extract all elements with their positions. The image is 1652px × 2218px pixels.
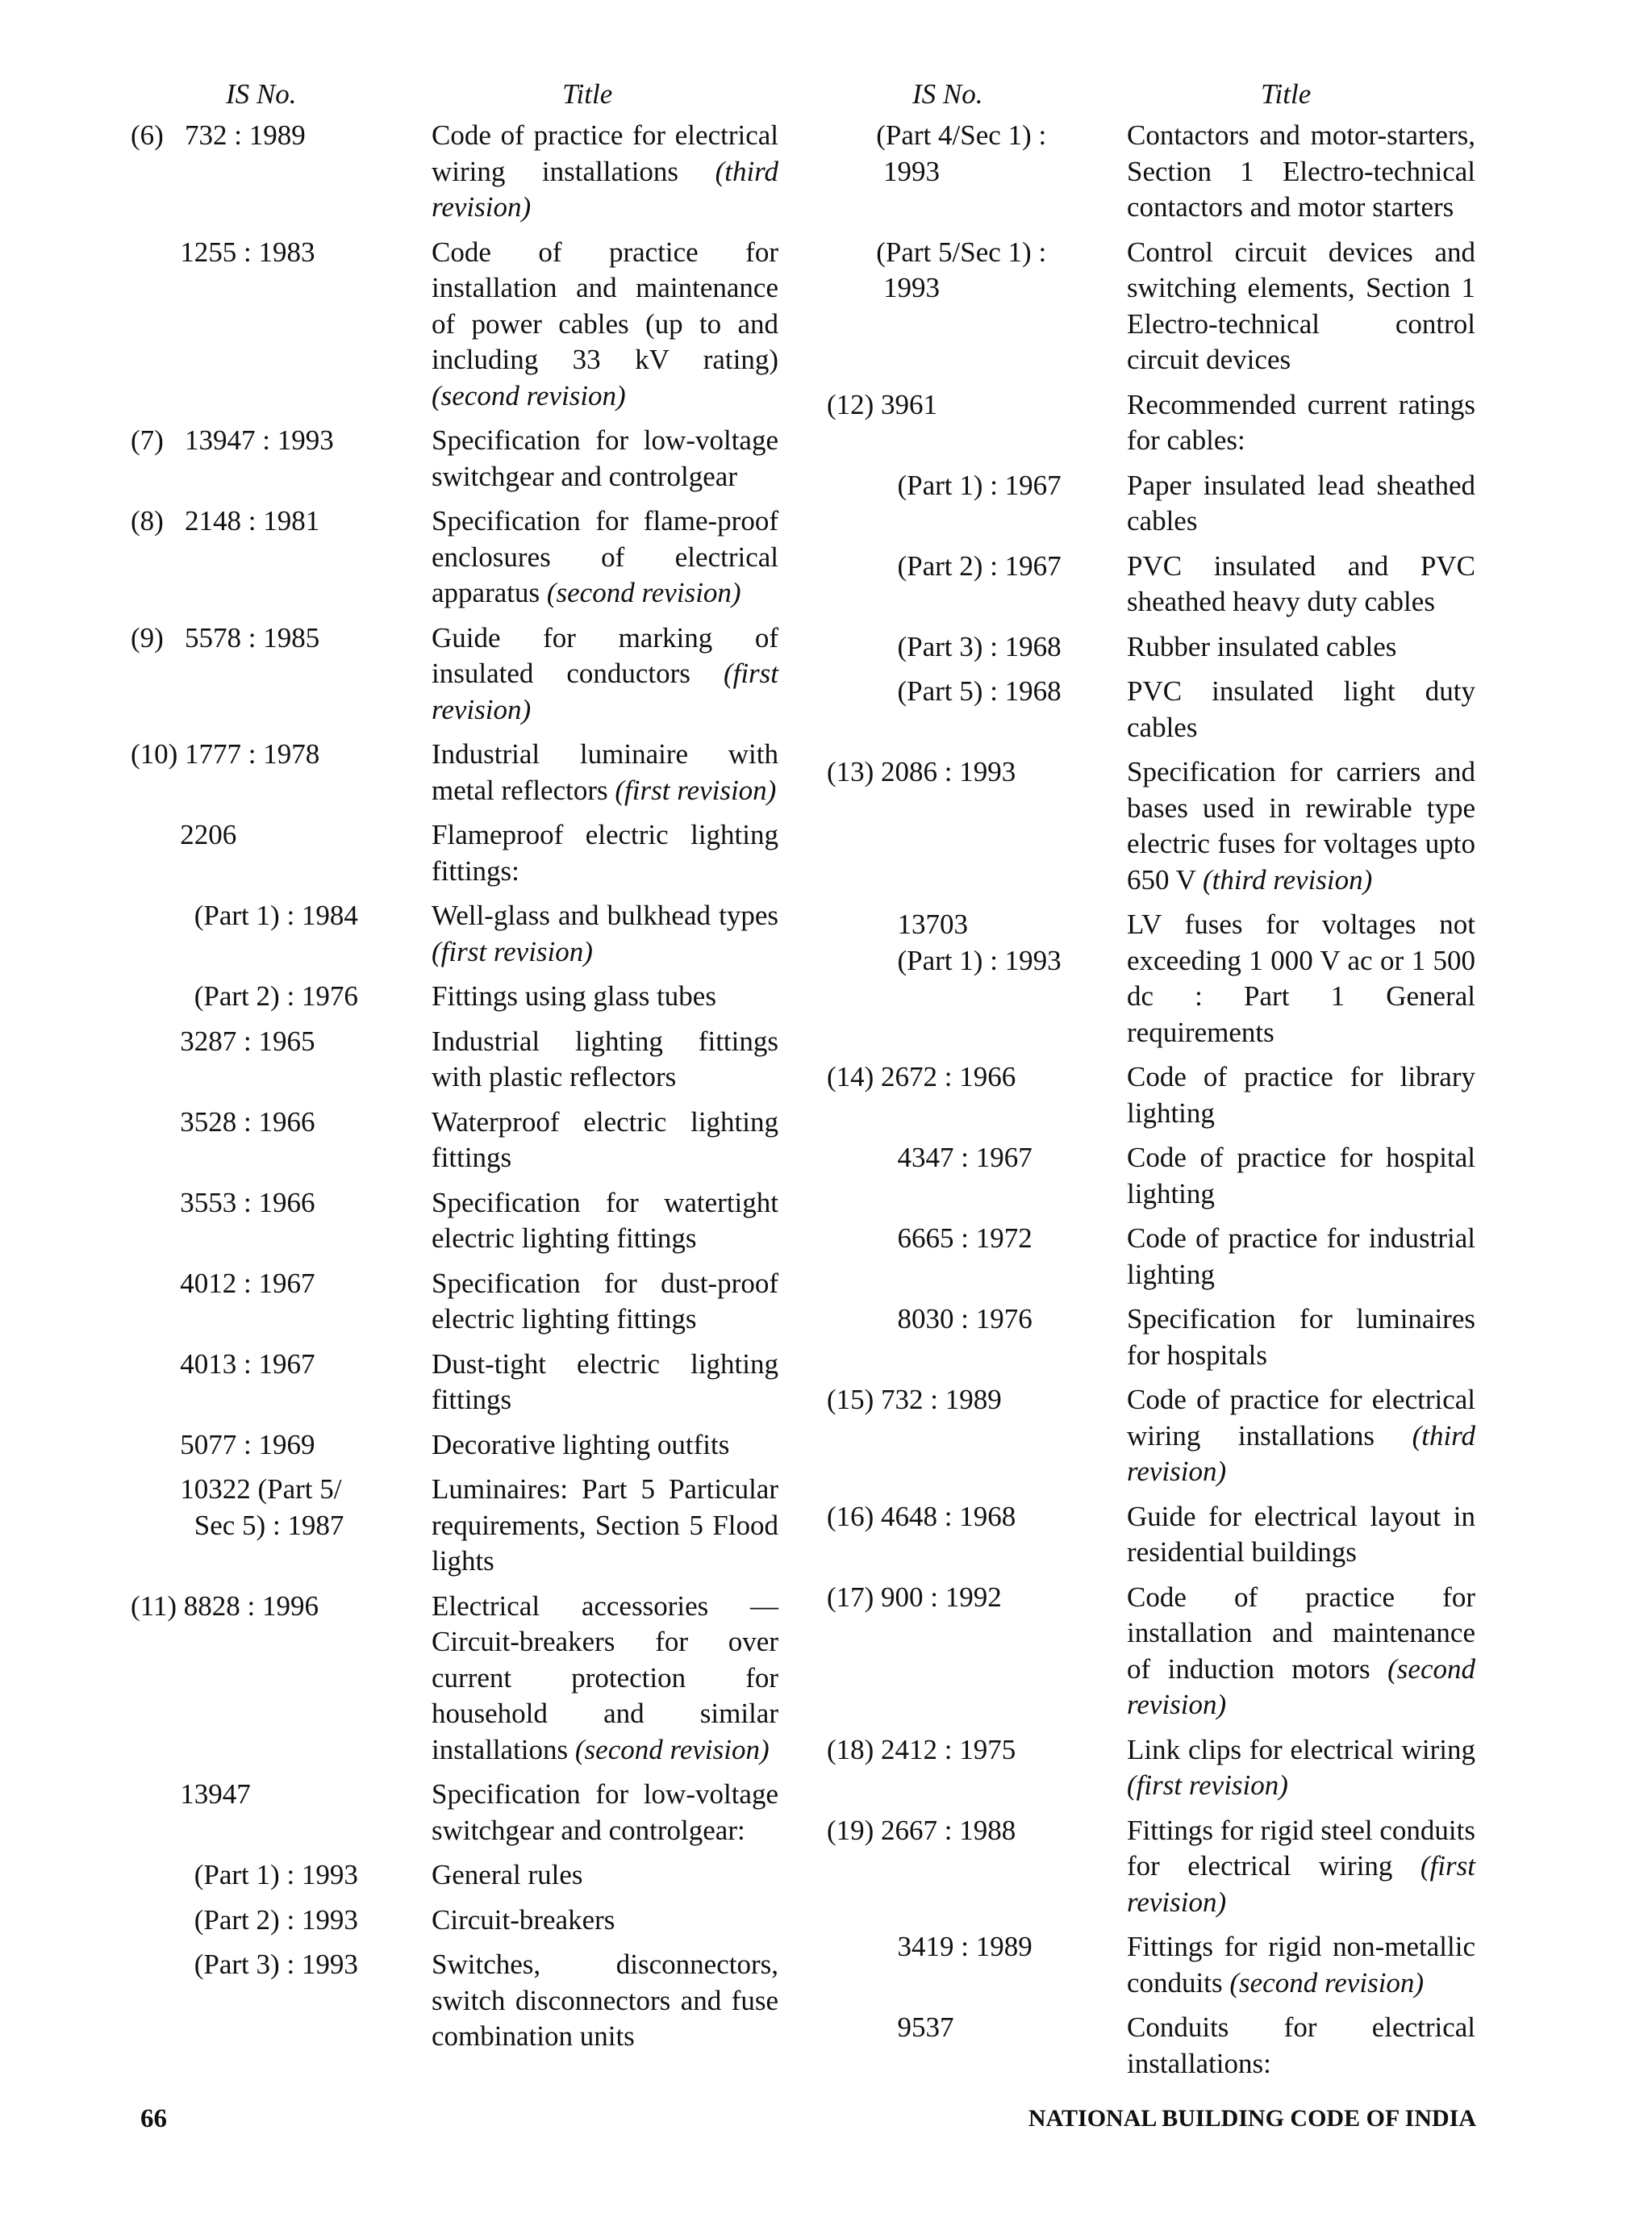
standard-title [432,1589,778,1769]
revision-note: (first revision) [432,658,779,725]
standard-title [1127,1382,1475,1490]
title-text: Code of practice for installation and maintenance of power cables (up to and including 33 kV rating) [432,236,778,375]
revision-note: (first revision) [432,935,593,967]
is-number: (18) 2412 : 1975 [827,1733,1016,1765]
title-text: Link clips for electrical wiring [1127,1733,1475,1765]
left-column [131,71,792,2064]
standard-title [1127,1929,1475,2001]
entry-spacer [827,226,1476,235]
title-text: Decorative lighting outfits [432,1428,730,1460]
page-footer [131,2099,1476,2138]
is-number: (6) 732 : 1989 [131,119,306,151]
entry-spacer [827,1293,1476,1301]
standard-title [432,1105,778,1176]
standard-title [432,235,778,415]
entry-spacer [827,2082,1476,2091]
standard-entry [827,907,1476,1051]
standard-title [432,1857,778,1894]
entry-spacer [827,459,1476,468]
title-text: Flameproof electric lighting fittings: [432,819,778,887]
entry-spacer [131,1938,792,1947]
is-number: 2206 [131,819,237,850]
title-text: Fittings using glass tubes [432,980,716,1012]
standard-entry [131,1105,792,1176]
is-number: (Part 1) : 1967 [827,469,1062,501]
is-number: (15) 732 : 1989 [827,1384,1002,1415]
title-text: PVC insulated light duty cables [1127,675,1475,743]
is-number: 6665 : 1972 [827,1222,1032,1254]
standard-entry [131,1947,792,2055]
entry-spacer [131,612,792,620]
entry-spacer [827,620,1476,629]
title-text: Code of practice for installation and maintenance of induction motors [1127,1581,1475,1685]
title-text: Conduits for electrical installations: [1127,2011,1475,2079]
title-heading: Title [562,78,613,110]
is-number: 8030 : 1976 [827,1303,1032,1335]
entry-spacer [827,746,1476,754]
is-number: (Part 2) : 1993 [131,1903,358,1936]
standard-entry [827,235,1476,378]
standard-entry [827,468,1476,540]
title-text: Circuit-breakers [432,1903,615,1936]
title-text: Luminaires: Part 5 Particular requirements, Section 5 Flood lights [432,1473,778,1577]
revision-note: (first revision) [1127,1769,1288,1801]
title-text: Specification for luminaires for hospitals [1127,1303,1475,1371]
is-number: (Part 2) : 1967 [827,549,1062,582]
entry-spacer [131,2055,792,2064]
title-text: Guide for marking of insulated conductors [432,621,778,689]
entry-spacer [131,1096,792,1105]
standard-title [1127,1813,1475,1921]
standard-entry [827,629,1476,666]
is-number: (12) 3961 [827,388,938,420]
standard-title [432,1347,778,1418]
left-column-header [131,71,792,118]
standard-entry [131,1024,792,1096]
standard-entry [131,1266,792,1338]
title-text: Code of practice for electrical wiring installations [1127,1384,1475,1452]
entry-spacer [827,1920,1476,1929]
revision-note: (first revision) [615,774,777,806]
entry-spacer [131,970,792,979]
standard-title [432,1185,778,1257]
entry-spacer [827,665,1476,674]
title-text: Industrial luminaire with metal reflectors [432,738,778,806]
standard-title [1127,387,1475,459]
standard-title [1127,549,1475,620]
title-text: Code of practice for industrial lighting [1127,1222,1475,1290]
entry-spacer [827,1051,1476,1059]
standard-entry [827,1732,1476,1804]
entry-spacer [131,1257,792,1266]
title-text: Specification for flame-proof enclosures of electrical apparatus [432,505,778,608]
entry-spacer [827,898,1476,907]
standard-title [432,1777,778,1848]
title-text: Well-glass and bulkhead types [432,900,778,931]
standard-entry [827,1221,1476,1293]
publication-title: NATIONAL BUILDING CODE OF INDIA [1028,2105,1476,2132]
standard-entry [131,1472,792,1580]
entry-spacer [131,1176,792,1185]
standard-title [432,423,778,495]
standard-entry [131,503,792,612]
entry-spacer [827,1571,1476,1580]
is-no-heading: IS No. [226,78,297,110]
is-number: (11) 8828 : 1996 [131,1589,319,1622]
standard-entry [827,1580,1476,1723]
entry-spacer [827,378,1476,387]
revision-note: (second revision) [1229,1966,1425,1999]
is-number: (16) 4648 : 1968 [827,1500,1016,1532]
standard-entry [827,1929,1476,2001]
is-number: (10) 1777 : 1978 [131,738,320,770]
is-number: (17) 900 : 1992 [827,1581,1002,1613]
is-number: 3528 : 1966 [131,1105,315,1138]
page-number: 66 [140,2104,167,2133]
standard-entry [827,754,1476,898]
is-number: (19) 2667 : 1988 [827,1814,1016,1846]
standard-entry [131,118,792,226]
is-number: 13947 [131,1778,251,1810]
standard-entry [131,979,792,1015]
title-text: Dust-tight electric lighting fittings [432,1347,778,1415]
is-no-heading: IS No. [912,78,983,110]
standard-title [432,979,778,1015]
title-text: Industrial lighting fittings with plastic reflectors [432,1025,778,1092]
entry-spacer [131,728,792,737]
is-number: (Part 3) : 1968 [827,630,1062,662]
standard-entry [131,1185,792,1257]
entry-spacer [131,495,792,503]
title-text: Control circuit devices and switching elements, Section 1 Electro-technical control circuit devices [1127,236,1475,375]
title-text: Specification for watertight electric lighting fittings [432,1186,778,1254]
standard-title [1127,1301,1475,1373]
title-text: LV fuses for voltages not exceeding 1 000 V ac or 1 500 dc : Part 1 General requirements [1127,909,1475,1048]
standard-entry [131,1857,792,1894]
is-number: (Part 4/Sec 1) : 1993 [876,119,1047,187]
entry-spacer [827,1804,1476,1813]
standard-entry [131,423,792,495]
standard-title [1127,1140,1475,1212]
title-text: Specification for carriers and bases used in rewirable type electric fuses for voltages upto 650 V [1127,756,1475,896]
standard-entry [131,620,792,729]
standard-title [1127,1221,1475,1293]
revision-note: (third revision) [432,155,778,223]
is-number: (9) 5578 : 1985 [131,621,320,654]
standard-title [1127,235,1475,378]
standard-title [1127,674,1475,746]
is-number: 4013 : 1967 [131,1347,315,1380]
standard-entry [827,549,1476,620]
title-text: Guide for electrical layout in residential buildings [1127,1500,1475,1568]
title-text: Recommended current ratings for cables: [1127,388,1475,456]
revision-note: (third revision) [1127,1419,1475,1487]
is-number: (7) 13947 : 1993 [131,424,334,456]
right-entry-list [827,118,1476,2091]
standard-entry [131,1777,792,1848]
standard-entry [131,235,792,415]
title-heading: Title [1261,78,1312,110]
entry-spacer [131,808,792,817]
is-number: 3419 : 1989 [827,1931,1032,1962]
title-text: Paper insulated lead sheathed cables [1127,469,1475,537]
revision-note: (second revision) [1127,1652,1475,1720]
is-number: 3287 : 1965 [131,1025,315,1057]
standard-title [432,817,778,889]
title-text: Switches, disconnectors, switch disconnectors and fuse combination units [432,1949,778,2052]
is-number: (8) 2148 : 1981 [131,505,320,537]
title-text: Fittings for rigid non-metallic conduits [1127,1931,1475,1999]
standard-entry [827,1499,1476,1571]
standard-entry [827,387,1476,459]
entry-spacer [131,1015,792,1024]
entry-spacer [131,1463,792,1472]
title-text: Specification for low-voltage switchgear and controlgear [432,424,778,492]
standard-title [1127,754,1475,898]
title-text: Code of practice for library lighting [1127,1061,1475,1129]
standard-title [432,503,778,612]
title-text: Waterproof electric lighting fittings [432,1105,778,1173]
standard-title [1127,1580,1475,1723]
standard-entry [131,1427,792,1464]
title-text: Contactors and motor-starters, Section 1 Electro-technical contactors and motor starters [1127,119,1475,223]
standard-title [432,898,778,970]
standard-entry [131,737,792,808]
entry-spacer [131,1338,792,1347]
right-column-header [827,71,1476,118]
standard-title [432,1266,778,1338]
title-text: Code of practice for electrical wiring installations [432,119,778,187]
standard-title [432,118,778,226]
title-text: General rules [432,1859,583,1890]
entry-spacer [131,1418,792,1427]
standard-title [1127,2010,1475,2082]
standard-title [432,1903,778,1939]
title-text: Electrical accessories — Circuit-breakers for over current protection for household and similar installations [432,1589,778,1765]
is-number: 1255 : 1983 [131,236,315,268]
title-text: Code of practice for hospital lighting [1127,1142,1475,1209]
is-number: 3553 : 1966 [131,1186,315,1218]
entry-spacer [827,1723,1476,1732]
entry-spacer [827,1490,1476,1499]
entry-spacer [827,2001,1476,2010]
entry-spacer [827,540,1476,549]
standard-entry [131,1903,792,1939]
standard-entry [131,817,792,889]
standard-title [1127,629,1475,666]
standard-entry [827,2010,1476,2082]
entry-spacer [131,1848,792,1857]
revision-note: (second revision) [574,1733,770,1765]
is-number: (Part 5/Sec 1) : 1993 [876,236,1047,303]
title-text: PVC insulated and PVC sheathed heavy duty cables [1127,549,1475,617]
standard-title [432,1947,778,2055]
is-number: (Part 5) : 1968 [827,675,1062,707]
standard-entry [827,1382,1476,1490]
standard-title [432,1472,778,1580]
revision-note: (third revision) [1203,863,1373,896]
title-text: Specification for dust-proof electric lighting fittings [432,1267,778,1335]
entry-spacer [131,226,792,235]
standard-entry [827,1301,1476,1373]
is-number: (Part 2) : 1976 [131,980,358,1012]
entry-spacer [827,1131,1476,1140]
standard-title [1127,468,1475,540]
title-text: Specification for low-voltage switchgear and controlgear: [432,1778,778,1846]
standard-entry [827,1140,1476,1212]
is-number: 4012 : 1967 [131,1267,315,1299]
standard-title [432,1024,778,1096]
title-text: Fittings for rigid steel conduits for electrical wiring [1127,1814,1475,1882]
standard-entry [827,1059,1476,1131]
entry-spacer [131,1580,792,1589]
standard-entry [131,898,792,970]
is-number: (Part 3) : 1993 [131,1949,358,1980]
is-number: 9537 [827,2011,954,2043]
standard-title [1127,1732,1475,1804]
entry-spacer [827,1212,1476,1221]
standard-entry [131,1347,792,1418]
is-number: (14) 2672 : 1966 [827,1061,1016,1092]
title-text: Rubber insulated cables [1127,630,1397,662]
standard-entry [827,118,1476,226]
is-number: 5077 : 1969 [131,1428,315,1460]
entry-spacer [131,414,792,423]
revision-note: (second revision) [432,379,626,411]
entry-spacer [131,889,792,898]
entry-spacer [131,1768,792,1777]
standard-title [432,737,778,808]
is-number: (13) 2086 : 1993 [827,756,1016,787]
standard-title [432,620,778,729]
right-column [827,71,1476,2091]
entry-spacer [131,1894,792,1903]
standard-title [1127,907,1475,1051]
revision-note: (first revision) [1127,1850,1475,1918]
is-number: (Part 1) : 1984 [131,900,358,931]
standard-entry [131,1589,792,1769]
left-entry-list [131,118,792,2064]
standard-title [1127,1059,1475,1131]
is-number: 13703 (Part 1) : 1993 [897,909,1062,976]
is-number: 4347 : 1967 [827,1142,1032,1173]
standard-title [1127,1499,1475,1571]
entry-spacer [827,1373,1476,1382]
standard-title [432,1427,778,1464]
standard-title [1127,118,1475,226]
is-number: (Part 1) : 1993 [131,1859,358,1890]
standard-entry [827,674,1476,746]
standard-entry [827,1813,1476,1921]
is-number: 10322 (Part 5/ Sec 5) : 1987 [180,1473,344,1541]
revision-note: (second revision) [546,577,741,608]
